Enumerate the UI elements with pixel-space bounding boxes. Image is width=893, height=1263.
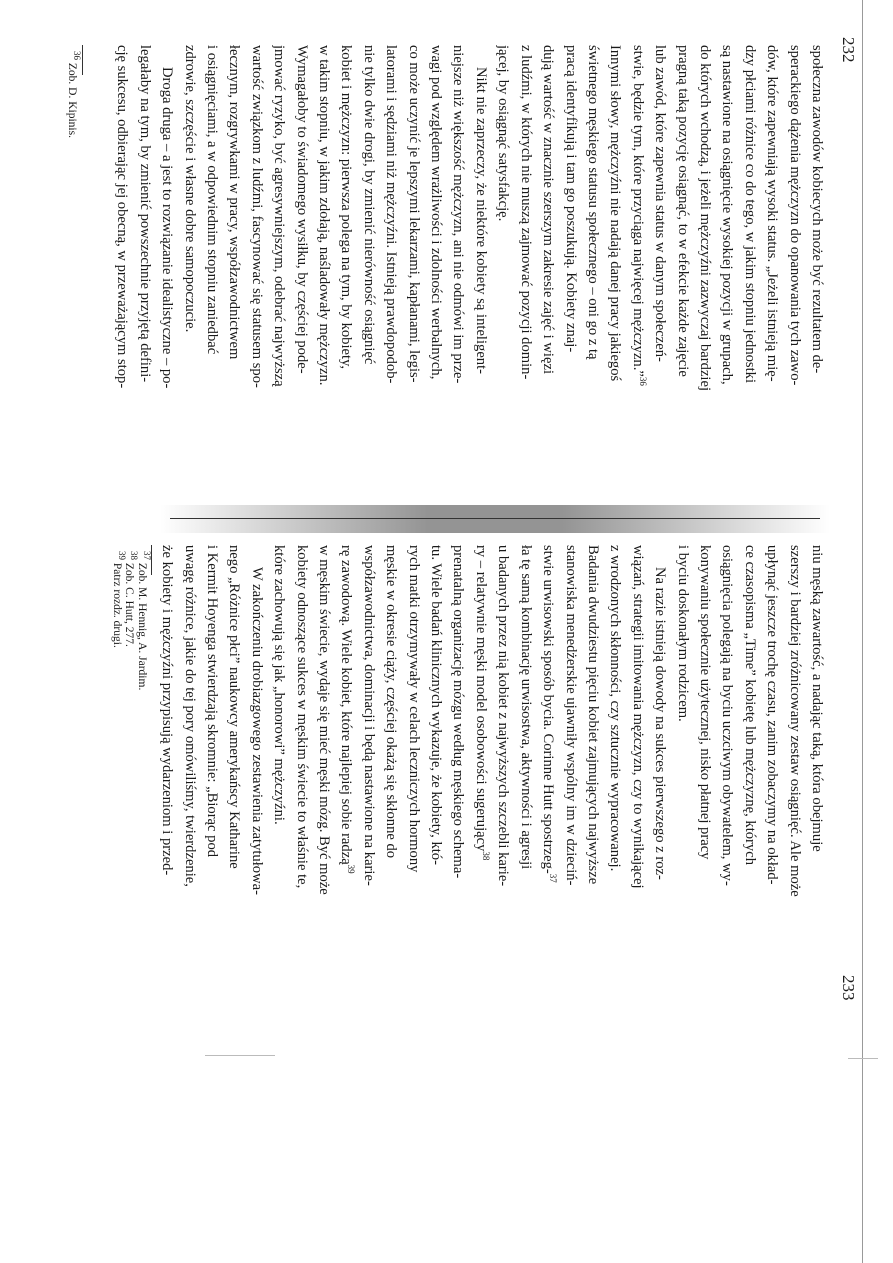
line-text: i byciu doskonałym rodzicem. bbox=[674, 545, 691, 722]
line-text: uwagę różnice, jakie do tej pory omówiliśmy, twierdzenie, bbox=[181, 545, 198, 887]
footnote-mark: 39 bbox=[116, 551, 127, 560]
line-text: kobiety odnoszące sukces w męskim świecie to właśnie te, bbox=[293, 545, 310, 889]
line-text: zdrowie, szczęście i własne dobre samopoczucie. bbox=[181, 45, 198, 333]
page-233 bbox=[111, 545, 858, 1135]
line-text: męskie w okresie ciąży, częściej okażą się skłonne do bbox=[383, 545, 400, 859]
text-line bbox=[806, 545, 828, 1015]
line-text: prenatalną organizację mózgu według męskiego schema- bbox=[450, 545, 467, 879]
page-number-232: 232 bbox=[839, 37, 858, 63]
page-number-233: 233 bbox=[839, 975, 858, 1001]
text-line bbox=[716, 545, 738, 1015]
line-text: rę zawodową. Wiele kobiet, które najlepiej sobie radzą bbox=[338, 545, 355, 865]
scan-edge-tick bbox=[205, 1055, 275, 1056]
line-text: ry – relatywnie męski model osobowości sugerujący bbox=[472, 545, 489, 852]
line-text: niejsze niż większość mężczyzn, ani nie odmówi im prze- bbox=[450, 45, 467, 384]
line-text: tu. Wiele badań klinicznych wykazuje, że kobiety, któ- bbox=[428, 545, 445, 865]
line-text: stwie urwisowski sposób bycia. Corinne Hutt spostrzeg- bbox=[540, 545, 557, 874]
text-line bbox=[290, 45, 312, 515]
line-text: Droga druga – a jest to rozwiązanie idealistyczne – po- bbox=[159, 67, 176, 389]
text-line bbox=[806, 45, 828, 515]
text-line bbox=[492, 45, 514, 515]
line-text: świetnego męskiego statusu społecznego – oni go z tą bbox=[584, 45, 601, 360]
text-line bbox=[313, 45, 335, 515]
text-line bbox=[245, 45, 267, 515]
text-line bbox=[783, 545, 805, 1015]
text-line bbox=[559, 45, 581, 515]
text-line bbox=[313, 545, 335, 1015]
text-line bbox=[626, 45, 648, 515]
text-line bbox=[649, 545, 671, 1015]
text-line bbox=[357, 545, 379, 1015]
text-line bbox=[559, 545, 581, 1015]
text-line bbox=[738, 45, 760, 515]
text-line bbox=[111, 45, 133, 515]
text-line bbox=[357, 45, 379, 515]
line-text: Nikt nie zaprzeczy, że niektóre kobiety są inteligent- bbox=[472, 67, 489, 375]
footnote bbox=[111, 545, 127, 1015]
text-line bbox=[223, 545, 245, 1015]
footnote-reference: 39 bbox=[346, 864, 357, 874]
footnote-separator bbox=[151, 545, 152, 575]
footnote-reference: 36 bbox=[637, 376, 648, 386]
line-text: nego „Różnice płci” naukowcy amerykańscy Katharine bbox=[226, 545, 243, 869]
line-text: Badania dwudziestu pięciu kobiet zajmujących najwyższe bbox=[584, 545, 601, 885]
line-text: wagi pod względem wrażliwości i zdolności werbalnych, bbox=[428, 45, 445, 380]
text-line bbox=[290, 545, 312, 1015]
footnote-text: Zob. C. Hutt, 277. bbox=[123, 560, 136, 647]
text-line bbox=[671, 45, 693, 515]
text-line bbox=[582, 545, 604, 1015]
line-text: jmować ryzyko, być agresywniejszym, odebrać najwyższą bbox=[271, 45, 288, 387]
text-line bbox=[335, 545, 357, 1015]
footnote-text: Zob. M. Hennig, A. Jardim. bbox=[136, 560, 148, 691]
line-text: lub zawód, które zapewnia status w danym społeczeń- bbox=[652, 45, 669, 362]
page-divider bbox=[170, 518, 820, 519]
line-text: Na razie istnieją dowody na sukces pierwszego z roz- bbox=[652, 567, 669, 880]
line-text: współzawodnictwa, dominacji i będą nastawione na karie- bbox=[360, 545, 377, 886]
line-text: do których wchodzą, i jeżeli mężczyźni zazwyczaj bardziej bbox=[696, 45, 713, 392]
text-line bbox=[178, 545, 200, 1015]
footnote bbox=[66, 45, 82, 515]
line-text: sperackiego dążenia mężczyzn do opanowania tych zawo- bbox=[786, 45, 803, 386]
footnote bbox=[136, 545, 152, 1015]
line-text: legałaby na tym, by zmienić powszechnie przyjętą defini- bbox=[136, 45, 153, 383]
line-text: z ludźmi, w których nie muszą zajmować pozycji domin- bbox=[517, 45, 534, 380]
footnote-reference: 37 bbox=[547, 873, 558, 883]
line-text: Wymagałoby to świadomego wysiłku, by częściej pode- bbox=[293, 45, 310, 374]
text-line bbox=[537, 45, 559, 515]
line-text: cję sukcesu, odbierając jej obecną, w przeważającym stop- bbox=[114, 45, 131, 389]
footnote-mark: 38 bbox=[129, 551, 140, 560]
text-line bbox=[133, 45, 155, 515]
text-line bbox=[582, 45, 604, 515]
page-233-footnotes bbox=[111, 545, 152, 1015]
line-text: które zachowują się jak „honorowi” mężczyźni. bbox=[271, 545, 288, 825]
footnote-mark: 36 bbox=[71, 51, 82, 60]
page-232-footnotes bbox=[66, 45, 82, 515]
scan-edge-line bbox=[862, 0, 863, 1263]
text-line bbox=[156, 545, 178, 1015]
text-line bbox=[761, 45, 783, 515]
line-text: osiągnięcia polegają na byciu uczciwym obywatelem, wy- bbox=[719, 545, 736, 886]
text-line bbox=[201, 45, 223, 515]
line-text: łecznym, rozgrywkami w pracy, współzawodnictwem bbox=[226, 45, 243, 360]
text-line bbox=[694, 45, 716, 515]
line-text: że kobiety i mężczyźni przypisują wydarzeniom i przed- bbox=[159, 545, 176, 876]
text-line bbox=[626, 545, 648, 1015]
text-line bbox=[268, 545, 290, 1015]
text-line bbox=[156, 45, 178, 515]
line-text: ce czasopisma „Time” kobietę lub mężczyznę, których bbox=[741, 545, 758, 865]
line-text: co może uczynić je lepszymi lekarzami, kapłanami, legis- bbox=[405, 45, 422, 383]
text-line bbox=[425, 545, 447, 1015]
text-line bbox=[716, 45, 738, 515]
footnote-separator bbox=[82, 45, 83, 75]
line-text: wartość związkom z ludźmi, fascynować się statusem spo- bbox=[248, 45, 265, 388]
text-line bbox=[470, 545, 492, 1015]
text-line bbox=[514, 545, 536, 1015]
text-line bbox=[223, 45, 245, 515]
text-line bbox=[783, 45, 805, 515]
line-text: z wrodzonych skłonności, czy sztucznie wypracowanej. bbox=[607, 545, 624, 872]
line-text: rych matki otrzymywały w celach leczniczych hormony bbox=[405, 545, 422, 873]
text-line bbox=[201, 545, 223, 1015]
text-line bbox=[761, 545, 783, 1015]
footnote-text: Zob. D. Kipinis. bbox=[66, 60, 78, 138]
footnote bbox=[123, 545, 140, 1015]
text-line bbox=[492, 545, 514, 1015]
text-line bbox=[447, 45, 469, 515]
text-line bbox=[402, 45, 424, 515]
line-text: u badanych przez nią kobiet z najwyższych szczebli karie- bbox=[495, 545, 512, 887]
text-line bbox=[425, 45, 447, 515]
text-line bbox=[649, 45, 671, 515]
line-text: kobiet i mężczyzn: pierwsza polega na tym, by kobiety, bbox=[338, 45, 355, 370]
text-line bbox=[738, 545, 760, 1015]
book-spine-shadow bbox=[160, 505, 830, 533]
line-text: pracą identyfikują i tam go poszukują. Kobiety znaj- bbox=[562, 45, 579, 353]
line-text: niu męską zawartość, a nadając taką, która obejmuje bbox=[809, 545, 825, 852]
line-text: w takim stopniu, w jakim zdołają, naśladowały mężczyzn. bbox=[316, 45, 333, 386]
line-text: dów, które zapewniają wysoki status. „Jeżeli istnieją mię- bbox=[764, 45, 781, 382]
line-text: W zakończeniu drobiazgowego zestawienia zatytułowa- bbox=[248, 567, 265, 895]
line-text: jącej, by osiągnąć satysfakcję. bbox=[495, 45, 512, 222]
page-232-body bbox=[111, 45, 828, 515]
text-line bbox=[447, 545, 469, 1015]
text-line bbox=[402, 545, 424, 1015]
line-text: dują wartość w znacznie szerszym zakresie zajęć i więzi bbox=[540, 45, 557, 374]
page-233-body bbox=[156, 545, 828, 1015]
footnote-mark: 37 bbox=[141, 551, 152, 560]
text-line bbox=[604, 545, 626, 1015]
text-line bbox=[245, 545, 267, 1015]
text-line bbox=[268, 45, 290, 515]
footnote-text: Patrz rozdz. drugi. bbox=[111, 560, 123, 648]
text-line bbox=[537, 545, 559, 1015]
line-text: pragną taką pozycję osiągnąć, to w efekcie każde zajęcie bbox=[674, 45, 691, 377]
line-text: stwie, będzie tym, które przyciąga najwięcej mężczyzn.” bbox=[629, 45, 646, 377]
line-text: w męskim świecie, wydaje się mieć męski mózg. Być może bbox=[316, 545, 333, 895]
text-line bbox=[604, 45, 626, 515]
line-text: latorami i sędziami niż mężczyźni. Istnieją prawdopodob- bbox=[383, 45, 400, 384]
text-line bbox=[335, 45, 357, 515]
line-text: stanowiska menedżerskie ujawniły wspólny im w dzieciń- bbox=[562, 545, 579, 886]
text-line bbox=[380, 545, 402, 1015]
text-line bbox=[380, 45, 402, 515]
line-text: i Kermit Hoyenga stwierdzają skromnie: „Biorąc pod bbox=[204, 545, 221, 858]
line-text: konywaniu społecznie użytecznej, nisko płatnej pracy bbox=[696, 545, 713, 860]
line-text: dzy płciami różnice co do tego, w jakim stopniu jednostki bbox=[741, 45, 758, 384]
text-line bbox=[470, 45, 492, 515]
text-line bbox=[514, 45, 536, 515]
line-text: wiązań, strategii imitowania mężczyzn, czy to wynikającej bbox=[629, 545, 646, 889]
line-text: szerszy i bardziej zróżnicowany zestaw osiągnięć. Ale może bbox=[786, 545, 803, 897]
text-line bbox=[694, 545, 716, 1015]
text-line bbox=[671, 545, 693, 1015]
line-text: społeczna zawodów kobiecych może być rezultatem de- bbox=[809, 45, 825, 374]
line-text: ła tę samą kombinację urwisostwa, aktywności i agresji bbox=[517, 545, 534, 870]
line-text: są nastawione na osiągnięcie wysokiej pozycji w grupach, bbox=[719, 45, 736, 385]
footnote-reference: 38 bbox=[480, 851, 491, 861]
line-text: upłynąć jeszcze trochę czasu, zanim zobaczymy na okład- bbox=[764, 545, 781, 885]
line-text: Innymi słowy, mężczyźni nie nadają danej pracy jakiegoś bbox=[607, 45, 624, 382]
scan-edge-tick bbox=[848, 1058, 878, 1059]
line-text: i osiągnięciami, a w odpowiednim stopniu zaniedbać bbox=[204, 45, 221, 355]
line-text: nie tylko dwie drogi, by zmienić nierówność osiągnięć bbox=[360, 45, 377, 365]
text-line bbox=[178, 45, 200, 515]
